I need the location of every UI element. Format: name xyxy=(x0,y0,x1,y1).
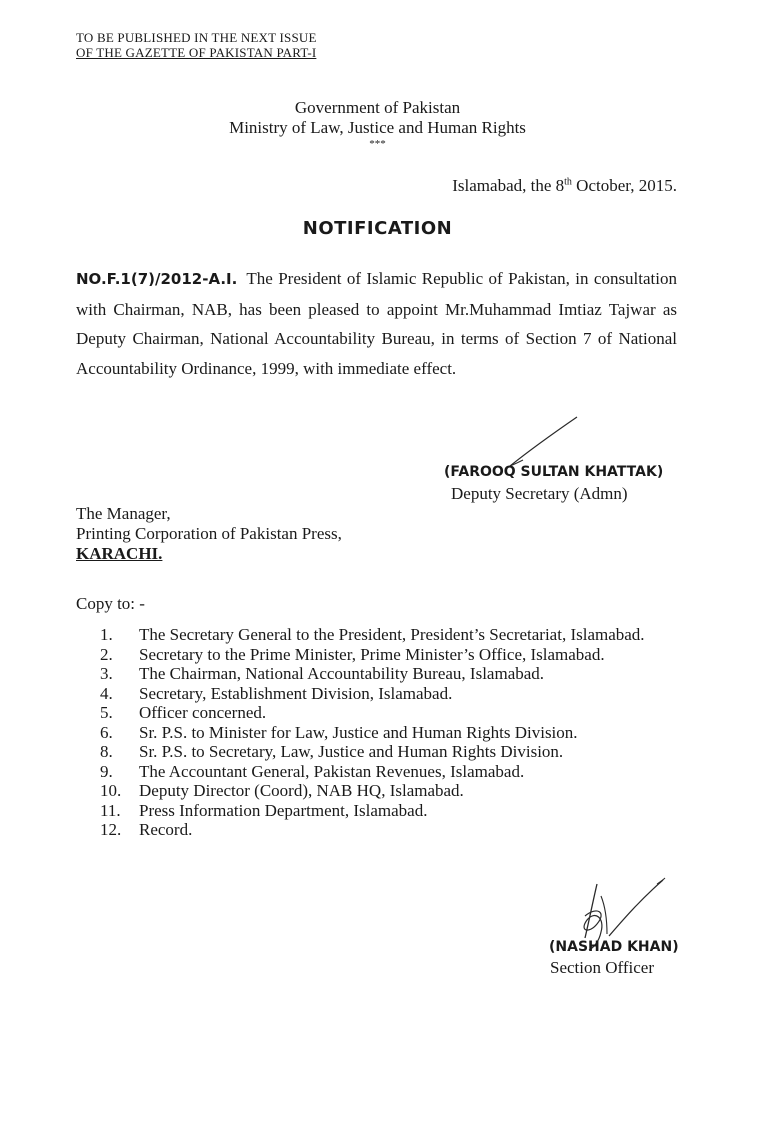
document-date xyxy=(452,176,677,196)
list-item-text: Sr. P.S. to Minister for Law, Justice and Human Rights Division. xyxy=(139,722,578,742)
signer-2-name: (NASHAD KHAN) xyxy=(549,939,679,955)
list-item-text: Secretary to the Prime Minister, Prime Minister’s Office, Islamabad. xyxy=(139,644,605,664)
list-item-number: 8. xyxy=(100,742,113,761)
publication-note-line2: OF THE GAZETTE OF PAKISTAN PART-I xyxy=(76,45,317,60)
list-item-text: The Chairman, National Accountability Bureau, Islamabad. xyxy=(139,664,545,683)
date-prefix: Islamabad, the 8 xyxy=(452,176,565,195)
ministry-heading: Ministry of Law, Justice and Human Rights xyxy=(229,118,526,137)
addressee-city: KARACHI. xyxy=(76,544,163,563)
list-item xyxy=(100,645,678,665)
addressee-line2: Printing Corporation of Pakistan Press, xyxy=(76,524,342,543)
list-item-number: 2. xyxy=(100,644,113,664)
date-suffix: October, 2015. xyxy=(571,176,677,195)
notification-paragraph xyxy=(76,264,677,383)
list-item xyxy=(100,820,678,840)
reference-number: NO.F.1(7)/2012-A.I. xyxy=(76,270,238,288)
list-item xyxy=(100,762,678,782)
list-item-number: 11. xyxy=(100,800,121,820)
signer-2-designation: Section Officer xyxy=(550,958,655,977)
list-item-number: 12. xyxy=(100,820,122,839)
document-title: NOTIFICATION xyxy=(302,218,453,239)
list-item-number: 10. xyxy=(100,781,122,800)
list-item-number: 1. xyxy=(100,625,113,644)
copy-to-label: Copy to: - xyxy=(76,594,145,613)
list-item-number: 5. xyxy=(100,703,113,722)
publication-note-line1: TO BE PUBLISHED IN THE NEXT ISSUE xyxy=(76,30,317,45)
list-item-number: 9. xyxy=(100,761,113,781)
date-ordinal: th xyxy=(564,176,572,188)
list-item-text: The Accountant General, Pakistan Revenues, Islamabad. xyxy=(139,761,525,781)
copy-to-list xyxy=(100,625,678,840)
list-item-text: Record. xyxy=(139,820,193,839)
government-heading: Government of Pakistan xyxy=(294,98,461,117)
list-item-text: The Secretary General to the President, President’s Secretariat, Islamabad. xyxy=(139,625,645,644)
list-item-number: 3. xyxy=(100,664,113,683)
signer-1-name: (FAROOQ SULTAN KHATTAK) xyxy=(444,464,664,480)
signature-1-mark xyxy=(505,414,585,470)
list-item-text: Secretary, Establishment Division, Islamabad. xyxy=(139,683,453,703)
header-separator: *** xyxy=(369,138,386,150)
signer-1-designation: Deputy Secretary (Admn) xyxy=(451,484,628,503)
list-item xyxy=(100,723,678,743)
list-item-number: 6. xyxy=(100,722,113,742)
addressee-line1: The Manager, xyxy=(76,504,171,523)
list-item-number: 4. xyxy=(100,683,113,703)
list-item xyxy=(100,664,678,684)
list-item-text: Officer concerned. xyxy=(139,703,267,722)
list-item xyxy=(100,703,678,723)
list-item xyxy=(100,801,678,821)
list-item xyxy=(100,781,678,801)
notification-body: The President of Islamic Republic of Pakistan, in consultation with Chairman, NAB, has been pleased to appoint Mr.Muhammad Imtiaz Tajwar as Deputy Chairman, National Accountability Bureau, in terms of Section 7 of National Accountability Ordinance, 1999, with immediate effect. xyxy=(76,269,677,378)
list-item-text: Deputy Director (Coord), NAB HQ, Islamabad. xyxy=(139,781,464,800)
list-item-text: Sr. P.S. to Secretary, Law, Justice and Human Rights Division. xyxy=(139,742,564,761)
list-item-text: Press Information Department, Islamabad. xyxy=(139,800,428,820)
list-item xyxy=(100,684,678,704)
list-item xyxy=(100,625,678,645)
list-item xyxy=(100,742,678,762)
